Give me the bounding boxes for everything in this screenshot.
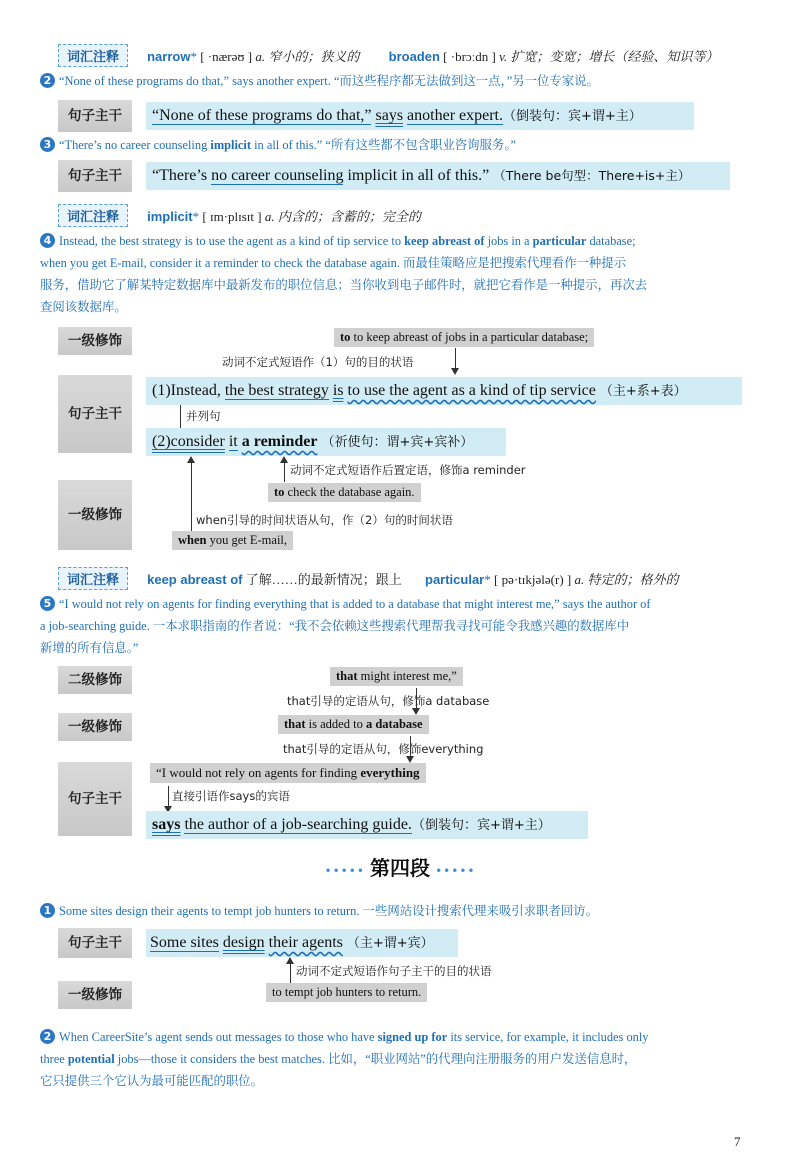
predicative-part: to use the agent as a kind of tip service [347,382,596,399]
sentence-cn: “而这些程序都无法做到这一点，”另一位专家说。 [333,74,599,88]
modifier-box: to to keep abreast of jobs in a particular database; [334,328,594,347]
modifier-key: when [178,533,207,547]
p4-sentence-1 [40,900,780,922]
sentence-3 [40,134,780,156]
core-label: 句子主干 [58,160,132,192]
object-part: their agents [268,934,343,951]
vocab-word: keep abreast of [147,572,243,587]
vocab-def: v. 扩宽；变宽；增长（经验、知识等） [499,49,719,64]
modifier-box [268,483,421,502]
sentence-cn: “所有这些都不包含职业咨询服务。” [325,138,517,152]
structure-note: （倒装句：宾+谓+主） [411,818,551,833]
verb-part: (2)consider [152,433,225,450]
sentence-number: 2 [40,1029,55,1044]
modifier-text: check the database again. [287,485,415,499]
modifier-key: a database [365,717,423,731]
structure-note: （倒装句：宾+谓+主） [503,109,642,124]
mod1-label: 一级修饰 [58,981,132,1009]
modifier-note: that引导的定语从句，修饰a database [287,694,490,708]
sentence-cn: 它只提供三个它认为最可能匹配的职位。 [40,1074,264,1088]
core-sentence-4b [146,428,506,456]
mod2-label: 二级修饰 [58,666,132,694]
quote-note: 直接引语作says的宾语 [172,789,290,803]
page-number: 7 [734,1134,741,1149]
vocab-row-2: 词汇注释 implicit* [ ɪm·plɪsɪt ] a. 内含的；含蓄的；完全的 [58,204,421,227]
modifier-note: that引导的定语从句，修饰everything [283,742,484,756]
modifier-key: that [284,717,306,731]
modifier-text: to keep abreast of jobs in a particular database; [353,330,589,344]
vocab-tag: 词汇注释 [58,44,128,67]
p4-sentence-2 [40,1026,780,1092]
sentence-en: when you get E-mail, consider it a reminder to check the database again. [40,256,400,270]
vocab-phonetic: [ ɪm·plɪsɪt ] [202,209,262,224]
key-word: implicit [210,138,251,152]
sentence-en: three [40,1052,65,1066]
section-title: 第四段 [370,856,430,880]
core-word: (1)Instead, [152,382,221,399]
mod1-label: 一级修饰 [58,480,132,550]
vocab-def: 了解……的最新情况；跟上 [245,572,402,587]
core-sentence-5a [150,763,426,783]
verb-part: is [332,382,344,399]
sentence-number: 5 [40,596,55,611]
section-heading [0,852,800,881]
modifier-key: to [274,485,285,499]
core-sentence-4a [146,377,742,405]
core-key: everything [360,765,420,780]
key-word: particular [532,234,587,248]
modifier-note: 动词不定式短语作（1）句的目的状语 [222,355,414,369]
core-label: 句子主干 [58,375,132,453]
sentence-cn: 而最佳策略应是把搜索代理看作一种提示 [403,256,627,270]
core-text: “I would not rely on agents for finding [156,765,358,780]
modifier-box [266,983,427,1002]
sentence-en: “I would not rely on agents for finding everything that is added to a database that might interest me,” says the author of [59,597,651,611]
vocab-phonetic: [ pə·tɪkjələ(r) ] [494,572,572,587]
key-word: signed up for [377,1030,448,1044]
verb-part: says [152,816,181,833]
sentence-en: “There’s no career counseling [59,138,208,152]
sentence-en: Instead, the best strategy is to use the agent as a kind of tip service to [59,234,402,248]
vocab-tag: 词汇注释 [58,567,128,590]
subject-part: the author of a job-searching guide. [184,816,412,833]
rest-part: implicit in all of this.” [347,167,490,184]
modifier-note: 动词不定式短语作后置定语，修饰a reminder [290,463,526,477]
sentence-cn: 一些网站设计搜索代理来吸引求职者回访。 [362,904,598,918]
sentence-number: 2 [40,73,55,88]
subject-part: another expert. [407,107,503,124]
core-sentence-2 [146,102,694,130]
modifier-note: 动词不定式短语作句子主干的目的状语 [296,964,492,978]
modifier-box [278,715,429,734]
sentence-number: 1 [40,903,55,918]
structure-note: （There be句型：There+is+主） [493,168,691,183]
modifier-box [330,667,463,686]
verb-part: says [375,107,404,124]
modifier-box [172,531,293,550]
sentence-en: “None of these programs do that,” says another expert. [59,74,331,88]
subject-part: the best strategy [224,382,329,399]
vocab-row-3: 词汇注释 keep abreast of 了解……的最新情况；跟上 particular* [ pə·tɪkjələ(r) ] a. 特定的；格外的 [58,567,679,590]
vocab-row-1: 词汇注释 narrow* [ ·nærəʊ ] a. 窄小的；狭义的 broaden [ ·brɔːdn ] v. 扩宽；变宽；增长（经验、知识等） [58,44,718,67]
modifier-note: when引导的时间状语从句，作（2）句的时间状语 [196,513,453,527]
core-sentence-6 [146,929,458,957]
sentence-number: 4 [40,233,55,248]
there-part: “There’s [152,167,208,184]
subject-part: no career counseling [211,167,344,184]
vocab-word: broaden [388,49,440,64]
vocab-phonetic: [ ·nærəʊ ] [200,49,253,64]
structure-note: （主+谓+宾） [346,936,434,951]
complement-part: a reminder [241,433,318,450]
vocab-word: particular [425,572,485,587]
sentence-en: its service, for example, it includes only [450,1030,649,1044]
sentence-5 [40,593,780,659]
sentence-cn: 一本求职指南的作者说：“我不会依赖这些搜索代理帮我寻找可能令我感兴趣的数据库中 [152,619,630,633]
structure-note: （主+系+表） [599,384,687,399]
object-part: “None of these programs do that,” [152,107,372,124]
mod1-label: 一级修饰 [58,713,132,741]
decor-dots: ••••• [435,864,476,878]
key-word: potential [67,1052,115,1066]
core-sentence-5b [146,811,588,839]
object-part: it [228,433,238,450]
sentence-cn: 查阅该数据库。 [40,300,127,314]
modifier-text: you get E-mail, [209,533,288,547]
sentence-4 [40,230,780,318]
core-label: 句子主干 [58,928,132,958]
core-sentence-3 [146,162,730,190]
structure-note: （祈使句：谓+宾+宾补） [321,435,474,450]
verb-part: design [222,934,265,951]
sentence-number: 3 [40,137,55,152]
sentence-en: a job-searching guide. [40,619,150,633]
parallel-note: 并列句 [186,409,221,423]
vocab-word: narrow [147,49,191,64]
sentence-en: jobs—those it considers the best matches. [117,1052,325,1066]
modifier-text: to tempt job hunters to return. [272,985,422,999]
vocab-tag: 词汇注释 [58,204,128,227]
sentence-cn: 新增的所有信息。” [40,641,139,655]
modifier-key: that [336,669,358,683]
vocab-def: a. 内含的；含蓄的；完全的 [264,209,421,224]
subject-part: Some sites [150,934,219,951]
sentence-en: database; [589,234,636,248]
modifier-text: might interest me,” [360,669,457,683]
sentence-cn: 比如，“职业网站”的代理向注册服务的用户发送信息时， [328,1052,637,1066]
decor-dots: ••••• [324,864,365,878]
sentence-2 [40,70,780,92]
core-label: 句子主干 [58,762,132,836]
vocab-phonetic: [ ·brɔːdn ] [443,49,496,64]
vocab-def: a. 特定的；格外的 [574,572,679,587]
modifier-text: is added to [308,717,363,731]
sentence-en: Some sites design their agents to tempt job hunters to return. [59,904,360,918]
vocab-word: implicit [147,209,193,224]
mod1-label: 一级修饰 [58,327,132,355]
sentence-cn: 服务，借助它了解某特定数据库中最新发布的职位信息；当你收到电子邮件时，就把它看作是一种提示，再次去 [40,278,648,292]
sentence-en: When CareerSite’s agent sends out messages to those who have [59,1030,375,1044]
core-label: 句子主干 [58,100,132,132]
sentence-en: in all of this.” [254,138,323,152]
vocab-def: a. 窄小的；狭义的 [255,49,360,64]
sentence-en: jobs in a [487,234,530,248]
key-word: keep abreast of [404,234,485,248]
